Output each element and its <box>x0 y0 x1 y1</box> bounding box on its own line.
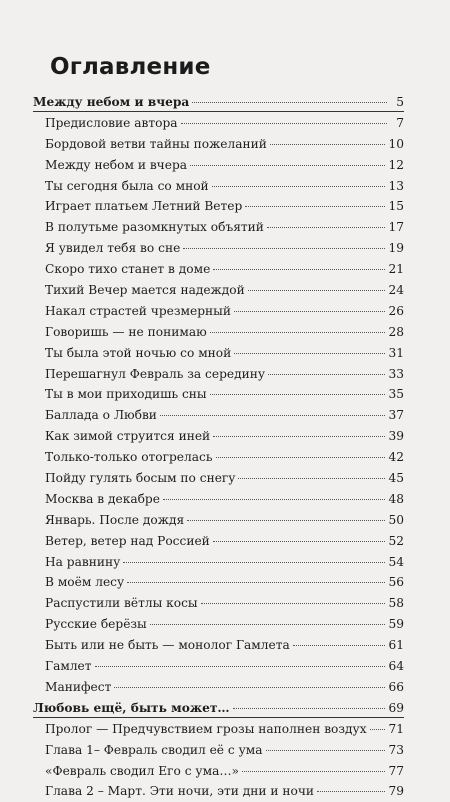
dot-leader <box>234 353 385 354</box>
toc-entry <box>33 677 404 698</box>
toc-entry-title: «Февраль сводил Его с ума…» <box>45 763 239 778</box>
toc-page-number: 52 <box>388 533 404 548</box>
dot-leader <box>267 227 386 228</box>
page-title: Оглавление <box>50 54 211 80</box>
toc-page-number: 61 <box>388 638 404 653</box>
dot-leader <box>190 165 385 166</box>
toc-entry-title: Накал страстей чрезмерный <box>45 303 231 318</box>
dot-leader <box>270 144 386 145</box>
toc-entry <box>33 364 404 385</box>
toc-page-number: 64 <box>388 659 404 674</box>
toc-entry <box>33 572 404 593</box>
toc-page-number: 35 <box>388 387 404 402</box>
toc-entry-title: Только-только отогрелась <box>45 450 213 465</box>
dot-leader <box>213 436 385 437</box>
toc-page-number: 24 <box>388 283 404 298</box>
toc-entry <box>33 614 404 635</box>
toc-entry <box>33 280 404 301</box>
toc-page-number: 58 <box>388 596 404 611</box>
toc-entry-title: Русские берёзы <box>45 617 147 632</box>
toc-page-number: 28 <box>388 324 404 339</box>
toc-entry <box>33 301 404 322</box>
toc-entry <box>33 489 404 510</box>
dot-leader <box>163 499 386 500</box>
toc-entry-title: Скоро тихо станет в доме <box>45 262 211 277</box>
toc-entry <box>33 426 404 447</box>
dot-leader <box>216 457 386 458</box>
toc-page-number: 10 <box>388 136 404 151</box>
dot-leader <box>192 102 387 103</box>
toc-page-number: 73 <box>388 742 404 757</box>
section-rule <box>33 111 404 112</box>
dot-leader <box>160 415 386 416</box>
toc-entry <box>33 719 404 740</box>
dot-leader <box>242 771 385 772</box>
dot-leader <box>181 123 387 124</box>
toc-entry <box>33 322 404 343</box>
toc-entry <box>33 552 404 573</box>
toc-page-number: 37 <box>388 408 404 423</box>
toc-entry-title: На равнину <box>45 554 121 569</box>
dot-leader <box>213 269 385 270</box>
toc-entry-title: Бордовой ветви тайны пожеланий <box>45 136 267 151</box>
toc-page-number: 48 <box>388 491 404 506</box>
toc-page-number: 66 <box>388 679 404 694</box>
toc-entry-title: Между небом и вчера <box>33 95 190 109</box>
toc-entry <box>33 447 404 468</box>
toc-entry <box>33 217 404 238</box>
toc-entry <box>33 468 404 489</box>
toc-entry <box>33 740 404 761</box>
toc-entry-title: Перешагнул Февраль за середину <box>45 366 266 381</box>
dot-leader <box>212 186 386 187</box>
toc-entry-title: Предисловие автора <box>45 115 178 130</box>
toc-entry <box>33 405 404 426</box>
dot-leader <box>213 541 386 542</box>
toc-page-number: 42 <box>388 450 404 465</box>
toc-entry-title: Быть или не быть — монолог Гамлета <box>45 638 290 653</box>
dot-leader <box>187 520 385 521</box>
dot-leader <box>210 394 386 395</box>
section-rule <box>33 717 404 718</box>
dot-leader <box>95 666 386 667</box>
toc-entry-title: В моём лесу <box>45 575 125 590</box>
toc-page-number: 12 <box>388 157 404 172</box>
toc-page-number: 15 <box>388 199 404 214</box>
toc-page-number: 45 <box>388 471 404 486</box>
toc-entry <box>33 761 404 782</box>
dot-leader <box>201 603 386 604</box>
toc-entry <box>33 593 404 614</box>
toc-page-number: 50 <box>388 512 404 527</box>
toc-entry <box>33 259 404 280</box>
dot-leader <box>183 248 385 249</box>
toc-entry <box>33 384 404 405</box>
toc-entry-title: Глава 2 – Март. Эти ночи, эти дни и ночи <box>45 784 314 799</box>
toc-entry-title: Как зимой струится иней <box>45 429 211 444</box>
dot-leader <box>293 645 386 646</box>
toc-entry-title: Я увидел тебя во сне <box>45 241 181 256</box>
toc-page-number: 7 <box>396 115 404 130</box>
toc-page-number: 54 <box>388 554 404 569</box>
toc-entry <box>33 781 404 802</box>
toc-section <box>33 92 404 113</box>
toc-entry-title: Играет платьем Летний Ветер <box>45 199 243 214</box>
toc-entry-title: Глава 1– Февраль сводил её с ума <box>45 742 263 757</box>
toc-entry-title: Распустили вётлы косы <box>45 596 198 611</box>
toc-page-number: 56 <box>388 575 404 590</box>
toc-entry-title: Январь. После дождя <box>45 512 185 527</box>
toc-entry <box>33 196 404 217</box>
toc-entry-title: Москва в декабре <box>45 491 160 506</box>
toc-page-number: 77 <box>388 763 404 778</box>
table-of-contents <box>33 92 404 802</box>
toc-entry-title: Между небом и вчера <box>45 157 188 172</box>
dot-leader <box>233 708 386 709</box>
toc-entry <box>33 155 404 176</box>
toc-page-number: 26 <box>388 303 404 318</box>
dot-leader <box>210 332 386 333</box>
toc-page-number: 21 <box>388 262 404 277</box>
toc-entry-title: Ты сегодня была со мной <box>45 178 209 193</box>
dot-leader <box>123 562 385 563</box>
toc-page-number: 71 <box>388 721 404 736</box>
dot-leader <box>317 791 385 792</box>
toc-entry <box>33 113 404 134</box>
toc-entry <box>33 343 404 364</box>
toc-entry-title: Любовь ещё, быть может… <box>33 700 230 715</box>
dot-leader <box>238 478 385 479</box>
dot-leader <box>127 582 385 583</box>
toc-entry-title: Ты в мои приходишь сны <box>45 387 207 402</box>
toc-entry-title: Ветер, ветер над Россией <box>45 533 210 548</box>
toc-entry <box>33 656 404 677</box>
toc-entry <box>33 134 404 155</box>
toc-page-number: 33 <box>388 366 404 381</box>
dot-leader <box>114 687 385 688</box>
dot-leader <box>150 624 386 625</box>
toc-entry-title: Пойду гулять босым по снегу <box>45 471 236 486</box>
dot-leader <box>234 311 386 312</box>
dot-leader <box>370 729 386 730</box>
toc-page-number: 13 <box>388 178 404 193</box>
toc-page-number: 39 <box>388 429 404 444</box>
toc-entry <box>33 510 404 531</box>
toc-entry <box>33 176 404 197</box>
toc-entry-title: Тихий Вечер мается надеждой <box>45 283 245 298</box>
toc-page-number: 59 <box>388 617 404 632</box>
toc-page-number: 69 <box>388 700 404 715</box>
dot-leader <box>268 374 385 375</box>
dot-leader <box>245 206 385 207</box>
toc-entry-title: Баллада о Любви <box>45 408 157 423</box>
dot-leader <box>248 290 386 291</box>
toc-entry <box>33 238 404 259</box>
toc-section <box>33 698 404 719</box>
toc-entry-title: Говоришь — не понимаю <box>45 324 207 339</box>
toc-entry-title: Пролог — Предчувствием грозы наполнен воздух <box>45 721 367 736</box>
toc-entry <box>33 635 404 656</box>
toc-entry-title: В полутьме разомкнутых объятий <box>45 220 264 235</box>
toc-page-number: 17 <box>388 220 404 235</box>
toc-page-number: 5 <box>396 95 404 109</box>
toc-entry-title: Гамлет <box>45 659 92 674</box>
toc-page-number: 19 <box>388 241 404 256</box>
toc-entry-title: Ты была этой ночью со мной <box>45 345 232 360</box>
dot-leader <box>266 750 386 751</box>
toc-entry <box>33 531 404 552</box>
toc-page-number: 79 <box>388 784 404 799</box>
toc-entry-title: Манифест <box>45 679 112 694</box>
toc-page-number: 31 <box>388 345 404 360</box>
